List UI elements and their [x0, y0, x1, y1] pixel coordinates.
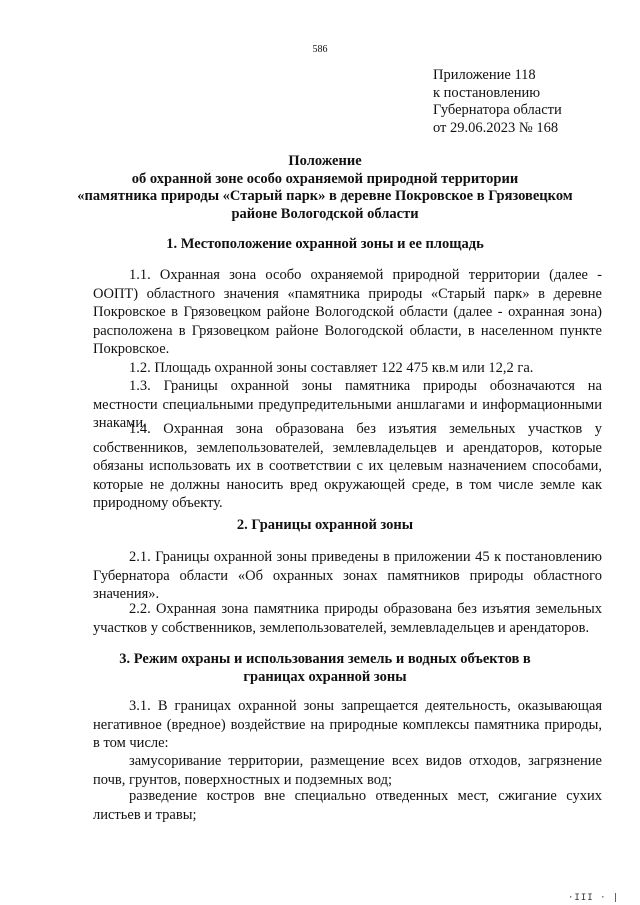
title-line: об охранной зоне особо охраняемой природной территории [131, 170, 519, 187]
section-heading-text: 1. Местоположение охранной зоны и ее площадь [166, 236, 484, 252]
section-1-heading [40, 235, 610, 253]
text-line: 1.2. Площадь охранной зоны составляет 122 475 кв.м или 12,2 га. [129, 360, 534, 376]
text-line: 2.1. Границы охранной зоны приведены в приложении 45 к постановлению [129, 549, 602, 565]
text-line: 3.1. В границах охранной зоны запрещается деятельность, оказывающая [129, 698, 602, 714]
text-line: участков у собственников, землепользователей, землевладельцев и арендаторов. [93, 619, 590, 636]
text-line: листьев и травы; [93, 806, 197, 823]
paragraph-1-2 [93, 359, 602, 378]
text-line: природному объекту. [93, 495, 223, 511]
title-line: «памятника природы «Старый парк» в деревне Покровское в Грязовецком [77, 188, 573, 204]
paragraph-3-list-item-2 [93, 787, 602, 824]
appendix-reference [433, 67, 633, 137]
text-line: Покровское. [93, 341, 170, 357]
paragraph-2-2 [93, 600, 602, 637]
text-line: местности специальными предупредительными аншлагами и информационными [93, 396, 602, 413]
section-heading-text: 3. Режим охраны и использования земель и водных объектов в [119, 651, 531, 667]
text-line: замусоривание территории, размещение всех видов отходов, загрязнение [129, 753, 602, 769]
text-line: 2.2. Охранная зона памятника природы образована без изъятия земельных [129, 601, 602, 617]
section-3-heading [40, 650, 610, 686]
paragraph-2-1 [93, 548, 602, 604]
text-line: расположена в Грязовецком районе Вологодской области, в населенном пункте [93, 322, 602, 339]
document-title [40, 153, 610, 223]
section-2-heading [40, 516, 610, 534]
text-line: которые не должны наносить вред окружающей среде, в том числе земле как [93, 476, 602, 493]
appendix-line: Губернатора области [433, 102, 562, 118]
text-line: Покровское в Грязовецком районе Вологодской области (далее - охранная зона) [93, 304, 602, 320]
text-line: 1.3. Границы охранной зоны памятника природы обозначаются на [129, 378, 602, 394]
text-line: почв, грунтов, поверхностных и подземных вод; [93, 771, 392, 788]
text-line: Губернатора области «Об охранных зонах памятников природы областного [93, 567, 602, 584]
appendix-line: к постановлению [433, 84, 541, 101]
text-line: негативное (вредное) воздействие на природные комплексы памятника природы, [93, 716, 602, 733]
paragraph-1-4 [93, 420, 602, 513]
text-line: ООПТ) областного значения «памятника природы «Старый парк» в деревне [93, 285, 602, 302]
paragraph-3-1 [93, 697, 602, 753]
section-heading-text: границах охранной зоны [243, 669, 407, 685]
text-line: разведение костров вне специально отведенных мест, сжигание сухих [129, 788, 602, 804]
appendix-line: от 29.06.2023 № 168 [433, 119, 559, 136]
text-line: знаками. [93, 415, 147, 431]
text-line: 1.4. Охранная зона образована без изъятия земельных участков у [129, 421, 602, 437]
page-number: 586 [312, 44, 328, 55]
title-line: Положение [288, 153, 362, 169]
paragraph-1-1 [93, 266, 602, 359]
text-line: собственников, землепользователей, землевладельцев и арендаторов, которые [93, 439, 602, 456]
text-line: в том числе: [93, 735, 169, 751]
text-line: значения». [93, 586, 160, 602]
text-line: обязаны использовать их в соответствии с их целевым назначением способами, [93, 458, 602, 474]
title-line: районе Вологодской области [231, 205, 419, 222]
section-heading-text: 2. Границы охранной зоны [236, 517, 414, 533]
footer-marks: ·III · | [568, 893, 620, 903]
appendix-line: Приложение 118 [433, 67, 536, 83]
paragraph-3-list-item-1 [93, 752, 602, 789]
text-line: 1.1. Охранная зона особо охраняемой природной территории (далее - [129, 267, 602, 283]
